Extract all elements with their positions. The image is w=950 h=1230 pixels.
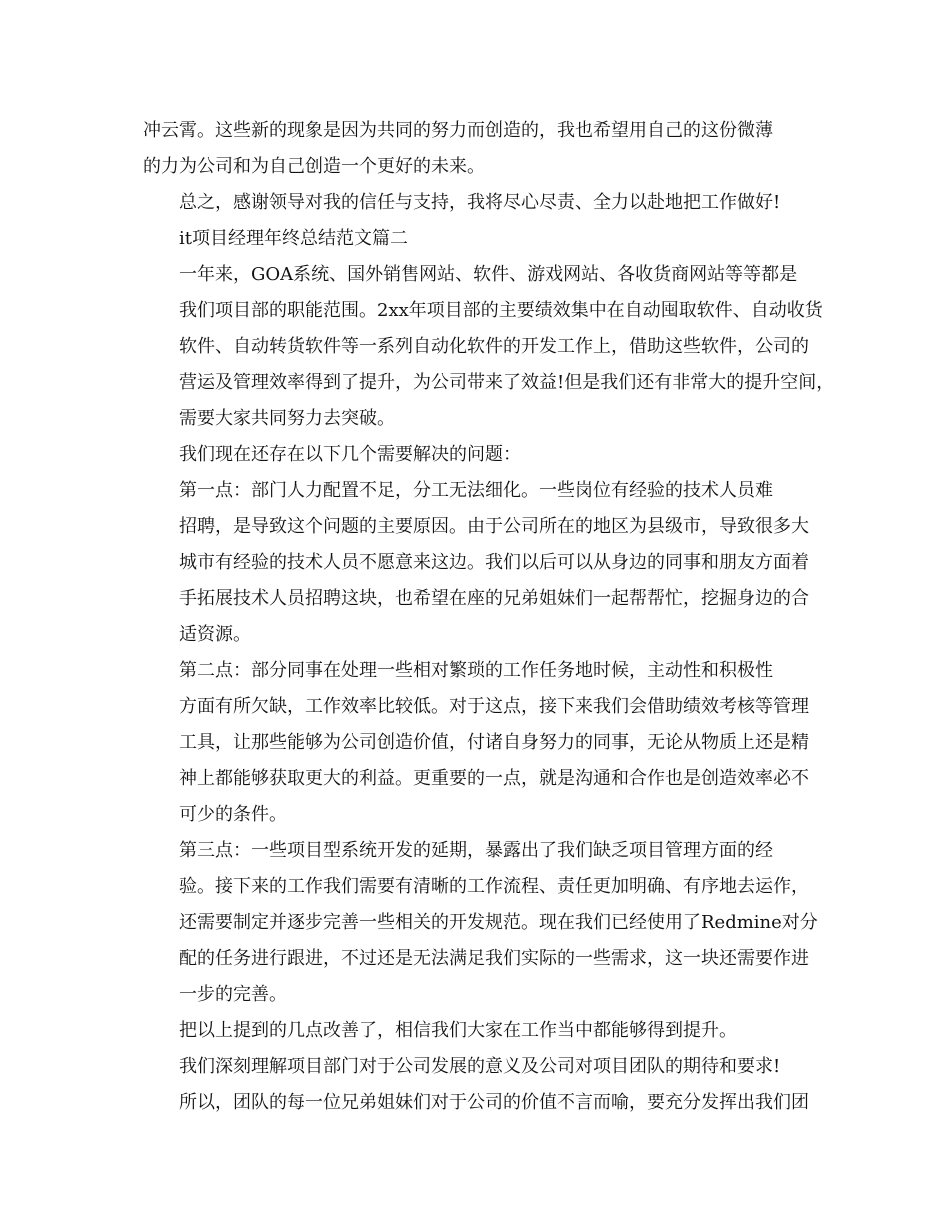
text-line: it项目经理年终总结范文篇二 <box>179 228 408 249</box>
text-line: 配的任务进行跟进，不过还是无法满足我们实际的一些需求，这一块还需要作进 <box>179 948 809 969</box>
text-line: 还需要制定并逐步完善一些相关的开发规范。现在我们已经使用了Redmine对分 <box>179 912 818 933</box>
text-line: 第二点：部分同事在处理一些相对繁琐的工作任务地时候，主动性和积极性 <box>179 660 773 681</box>
paragraph <box>143 833 818 1013</box>
text-line: 我们现在还存在以下几个需要解决的问题： <box>179 444 521 465</box>
text-line: 工具，让那些能够为公司创造价值，付诸自身努力的同事，无论从物质上还是精 <box>179 732 809 753</box>
paragraph <box>143 653 815 833</box>
text-line: 软件、自动转货软件等一系列自动化软件的开发工作上，借助这些软件，公司的 <box>179 336 809 357</box>
text-line: 神上都能够获取更大的利益。更重要的一点，就是沟通和合作也是创造效率必不 <box>179 768 809 789</box>
paragraph <box>143 257 835 437</box>
text-line: 营运及管理效率得到了提升，为公司带来了效益!但是我们还有非常大的提升空间， <box>179 372 835 393</box>
text-line: 第一点：部门人力配置不足，分工无法细化。一些岗位有经验的技术人员难 <box>179 480 773 501</box>
paragraph <box>143 185 815 221</box>
text-line: 验。接下来的工作我们需要有清晰的工作流程、责任更加明确、有序地去运作， <box>179 876 809 897</box>
text-line: 适资源。 <box>179 624 251 645</box>
text-line: 可少的条件。 <box>179 804 287 825</box>
text-line: 方面有所欠缺，工作效率比较低。对于这点，接下来我们会借助绩效考核等管理 <box>179 696 809 717</box>
paragraph <box>143 221 815 257</box>
text-line: 把以上提到的几点改善了，相信我们大家在工作当中都能够得到提升。 <box>179 1020 737 1041</box>
text-line: 手拓展技术人员招聘这块，也希望在座的兄弟姐妹们一起帮帮忙，挖掘身边的合 <box>179 588 809 609</box>
paragraph <box>143 1049 815 1121</box>
text-line: 的力为公司和为自己创造一个更好的未来。 <box>143 156 485 177</box>
document-body <box>143 113 835 1121</box>
text-line: 一年来，GOA系统、国外销售网站、软件、游戏网站、各收货商网站等等都是 <box>179 264 798 285</box>
paragraph <box>143 437 815 473</box>
text-line: 总之，感谢领导对我的信任与支持，我将尽心尽责、全力以赴地把工作做好! <box>179 192 781 213</box>
paragraph <box>143 473 815 653</box>
paragraph <box>143 1013 815 1049</box>
paragraph <box>143 113 815 185</box>
text-line: 第三点：一些项目型系统开发的延期，暴露出了我们缺乏项目管理方面的经 <box>179 840 773 861</box>
text-line: 需要大家共同努力去突破。 <box>179 408 395 429</box>
text-line: 一步的完善。 <box>179 984 287 1005</box>
text-line: 冲云霄。这些新的现象是因为共同的努力而创造的，我也希望用自己的这份微薄 <box>143 120 773 141</box>
text-line: 招聘，是导致这个问题的主要原因。由于公司所在的地区为县级市，导致很多大 <box>179 516 809 537</box>
text-line: 我们项目部的职能范围。2xx年项目部的主要绩效集中在自动囤取软件、自动收货 <box>179 300 823 321</box>
text-line: 我们深刻理解项目部门对于公司发展的意义及公司对项目团队的期待和要求! <box>179 1056 781 1077</box>
text-line: 所以，团队的每一位兄弟姐妹们对于公司的价值不言而喻，要充分发挥出我们团 <box>179 1092 809 1113</box>
text-line: 城市有经验的技术人员不愿意来这边。我们以后可以从身边的同事和朋友方面着 <box>179 552 809 573</box>
